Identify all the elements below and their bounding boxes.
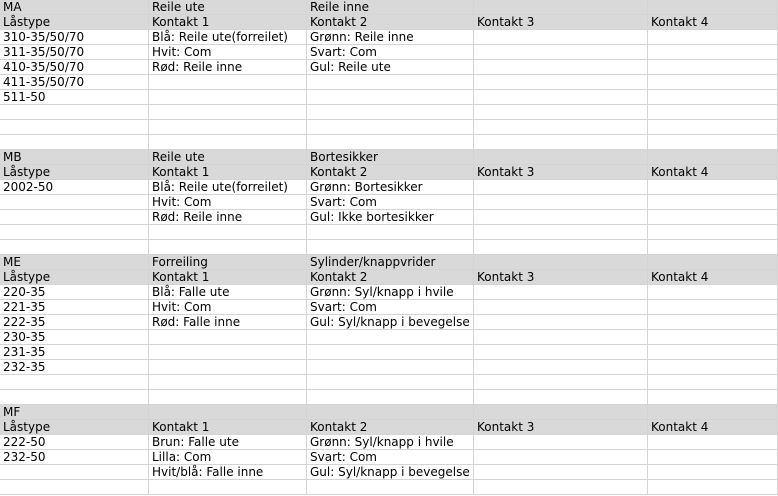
table-cell[interactable]	[474, 360, 648, 375]
table-cell[interactable]: Gul: Syl/knapp i bevegelse	[307, 465, 474, 480]
table-cell[interactable]	[648, 120, 778, 135]
table-cell[interactable]	[149, 375, 307, 390]
table-cell[interactable]	[648, 480, 778, 495]
table-cell[interactable]: 232-50	[0, 450, 149, 465]
table-cell[interactable]	[648, 105, 778, 120]
table-cell[interactable]: Hvit/blå: Falle inne	[149, 465, 307, 480]
table-cell[interactable]	[648, 0, 778, 15]
table-cell[interactable]	[149, 225, 307, 240]
table-cell[interactable]	[648, 315, 778, 330]
table-cell[interactable]	[474, 90, 648, 105]
table-cell[interactable]	[307, 135, 474, 150]
table-cell[interactable]: Svart: Com	[307, 45, 474, 60]
table-cell[interactable]: Forreiling	[149, 255, 307, 270]
table-cell[interactable]: Kontakt 2	[307, 420, 474, 435]
table-cell[interactable]	[307, 375, 474, 390]
table-cell[interactable]	[474, 315, 648, 330]
table-cell[interactable]: Kontakt 1	[149, 420, 307, 435]
table-cell[interactable]: Rød: Reile inne	[149, 210, 307, 225]
table-cell[interactable]	[474, 285, 648, 300]
table-cell[interactable]: Kontakt 3	[474, 420, 648, 435]
table-cell[interactable]: Kontakt 1	[149, 15, 307, 30]
table-cell[interactable]	[149, 90, 307, 105]
table-cell[interactable]: Blå: Reile ute(forreilet)	[149, 30, 307, 45]
table-cell[interactable]	[474, 345, 648, 360]
table-cell[interactable]: MB	[0, 150, 149, 165]
table-cell[interactable]	[474, 150, 648, 165]
table-cell[interactable]: Kontakt 3	[474, 15, 648, 30]
table-cell[interactable]: Svart: Com	[307, 300, 474, 315]
table-cell[interactable]: Hvit: Com	[149, 300, 307, 315]
table-cell[interactable]: Kontakt 1	[149, 165, 307, 180]
table-cell[interactable]: Gul: Syl/knapp i bevegelse	[307, 315, 474, 330]
table-cell[interactable]: Grønn: Syl/knapp i hvile	[307, 435, 474, 450]
table-cell[interactable]	[474, 480, 648, 495]
table-cell[interactable]	[474, 105, 648, 120]
table-cell[interactable]	[474, 0, 648, 15]
table-cell[interactable]: Reile ute	[149, 150, 307, 165]
table-cell[interactable]	[149, 345, 307, 360]
table-cell[interactable]	[307, 120, 474, 135]
table-cell[interactable]	[648, 180, 778, 195]
table-cell[interactable]: 230-35	[0, 330, 149, 345]
table-cell[interactable]	[149, 360, 307, 375]
table-cell[interactable]: 231-35	[0, 345, 149, 360]
table-cell[interactable]	[149, 120, 307, 135]
table-cell[interactable]	[307, 480, 474, 495]
table-cell[interactable]	[474, 405, 648, 420]
table-cell[interactable]: 222-50	[0, 435, 149, 450]
table-cell[interactable]	[474, 450, 648, 465]
table-cell[interactable]	[307, 405, 474, 420]
table-cell[interactable]: Grønn: Reile inne	[307, 30, 474, 45]
table-cell[interactable]	[474, 390, 648, 405]
table-cell[interactable]: Reile ute	[149, 0, 307, 15]
table-cell[interactable]: Rød: Reile inne	[149, 60, 307, 75]
table-cell[interactable]	[648, 345, 778, 360]
table-cell[interactable]	[648, 90, 778, 105]
table-cell[interactable]	[648, 450, 778, 465]
table-cell[interactable]: 411-35/50/70	[0, 75, 149, 90]
table-cell[interactable]: Gul: Reile ute	[307, 60, 474, 75]
table-cell[interactable]: Låstype	[0, 15, 149, 30]
table-cell[interactable]: Kontakt 3	[474, 270, 648, 285]
table-cell[interactable]: Reile inne	[307, 0, 474, 15]
table-cell[interactable]	[648, 465, 778, 480]
table-cell[interactable]	[307, 225, 474, 240]
table-cell[interactable]	[474, 60, 648, 75]
table-cell[interactable]	[149, 135, 307, 150]
table-cell[interactable]: Kontakt 4	[648, 420, 778, 435]
table-cell[interactable]: 410-35/50/70	[0, 60, 149, 75]
table-cell[interactable]	[0, 480, 149, 495]
table-cell[interactable]: MA	[0, 0, 149, 15]
table-cell[interactable]	[149, 390, 307, 405]
table-cell[interactable]	[0, 210, 149, 225]
table-cell[interactable]	[648, 30, 778, 45]
table-cell[interactable]: Låstype	[0, 165, 149, 180]
table-cell[interactable]	[0, 225, 149, 240]
table-cell[interactable]	[474, 435, 648, 450]
table-cell[interactable]	[648, 240, 778, 255]
table-cell[interactable]	[0, 105, 149, 120]
table-cell[interactable]	[307, 240, 474, 255]
table-cell[interactable]	[307, 390, 474, 405]
table-cell[interactable]: 221-35	[0, 300, 149, 315]
table-cell[interactable]	[307, 90, 474, 105]
table-cell[interactable]	[648, 60, 778, 75]
table-cell[interactable]: Låstype	[0, 420, 149, 435]
table-cell[interactable]: Lilla: Com	[149, 450, 307, 465]
table-cell[interactable]: Hvit: Com	[149, 195, 307, 210]
table-cell[interactable]	[648, 255, 778, 270]
table-cell[interactable]	[474, 300, 648, 315]
table-cell[interactable]	[307, 360, 474, 375]
table-cell[interactable]	[307, 330, 474, 345]
table-cell[interactable]: Rød: Falle inne	[149, 315, 307, 330]
table-cell[interactable]	[0, 135, 149, 150]
table-cell[interactable]: Brun: Falle ute	[149, 435, 307, 450]
table-cell[interactable]	[474, 135, 648, 150]
table-cell[interactable]	[648, 300, 778, 315]
table-cell[interactable]	[149, 75, 307, 90]
table-cell[interactable]: 511-50	[0, 90, 149, 105]
table-cell[interactable]: 220-35	[0, 285, 149, 300]
table-cell[interactable]	[149, 405, 307, 420]
table-cell[interactable]	[0, 120, 149, 135]
table-cell[interactable]	[0, 375, 149, 390]
table-cell[interactable]: 232-35	[0, 360, 149, 375]
table-cell[interactable]: Kontakt 1	[149, 270, 307, 285]
table-cell[interactable]	[0, 465, 149, 480]
table-cell[interactable]: 222-35	[0, 315, 149, 330]
table-cell[interactable]	[648, 150, 778, 165]
table-cell[interactable]: 310-35/50/70	[0, 30, 149, 45]
table-cell[interactable]	[474, 180, 648, 195]
table-cell[interactable]	[474, 120, 648, 135]
table-cell[interactable]	[149, 105, 307, 120]
table-cell[interactable]: Blå: Falle ute	[149, 285, 307, 300]
table-cell[interactable]: 2002-50	[0, 180, 149, 195]
table-cell[interactable]: Sylinder/knappvrider	[307, 255, 474, 270]
table-cell[interactable]: Kontakt 2	[307, 270, 474, 285]
table-cell[interactable]	[474, 465, 648, 480]
table-cell[interactable]: Kontakt 2	[307, 15, 474, 30]
table-cell[interactable]	[648, 195, 778, 210]
table-cell[interactable]	[0, 240, 149, 255]
table-cell[interactable]	[474, 240, 648, 255]
table-cell[interactable]: 311-35/50/70	[0, 45, 149, 60]
table-cell[interactable]	[474, 225, 648, 240]
table-cell[interactable]: Hvit: Com	[149, 45, 307, 60]
table-cell[interactable]	[0, 390, 149, 405]
table-cell[interactable]: Blå: Reile ute(forreilet)	[149, 180, 307, 195]
table-cell[interactable]: ME	[0, 255, 149, 270]
table-cell[interactable]	[648, 210, 778, 225]
table-cell[interactable]: Bortesikker	[307, 150, 474, 165]
table-cell[interactable]: MF	[0, 405, 149, 420]
table-cell[interactable]	[648, 360, 778, 375]
table-cell[interactable]	[648, 390, 778, 405]
table-cell[interactable]	[474, 30, 648, 45]
table-cell[interactable]: Gul: Ikke bortesikker	[307, 210, 474, 225]
table-cell[interactable]: Grønn: Bortesikker	[307, 180, 474, 195]
table-cell[interactable]	[648, 405, 778, 420]
table-cell[interactable]	[307, 345, 474, 360]
table-cell[interactable]	[0, 195, 149, 210]
table-cell[interactable]: Svart: Com	[307, 450, 474, 465]
table-cell[interactable]: Grønn: Syl/knapp i hvile	[307, 285, 474, 300]
table-cell[interactable]	[648, 135, 778, 150]
table-cell[interactable]: Kontakt 2	[307, 165, 474, 180]
table-cell[interactable]: Låstype	[0, 270, 149, 285]
table-cell[interactable]	[307, 105, 474, 120]
table-cell[interactable]	[474, 45, 648, 60]
table-cell[interactable]	[474, 75, 648, 90]
table-cell[interactable]: Kontakt 4	[648, 165, 778, 180]
table-cell[interactable]: Kontakt 4	[648, 270, 778, 285]
table-cell[interactable]	[474, 255, 648, 270]
table-cell[interactable]	[474, 330, 648, 345]
table-cell[interactable]	[648, 435, 778, 450]
table-cell[interactable]: Kontakt 4	[648, 15, 778, 30]
table-cell[interactable]	[648, 45, 778, 60]
table-cell[interactable]	[474, 210, 648, 225]
table-cell[interactable]: Svart: Com	[307, 195, 474, 210]
table-cell[interactable]: Kontakt 3	[474, 165, 648, 180]
table-cell[interactable]	[474, 375, 648, 390]
table-cell[interactable]	[474, 195, 648, 210]
table-cell[interactable]	[307, 75, 474, 90]
table-cell[interactable]	[648, 285, 778, 300]
table-cell[interactable]	[648, 225, 778, 240]
table-cell[interactable]	[648, 330, 778, 345]
table-cell[interactable]	[149, 480, 307, 495]
table-cell[interactable]	[149, 330, 307, 345]
table-cell[interactable]	[149, 240, 307, 255]
table-cell[interactable]	[648, 75, 778, 90]
table-cell[interactable]	[648, 375, 778, 390]
